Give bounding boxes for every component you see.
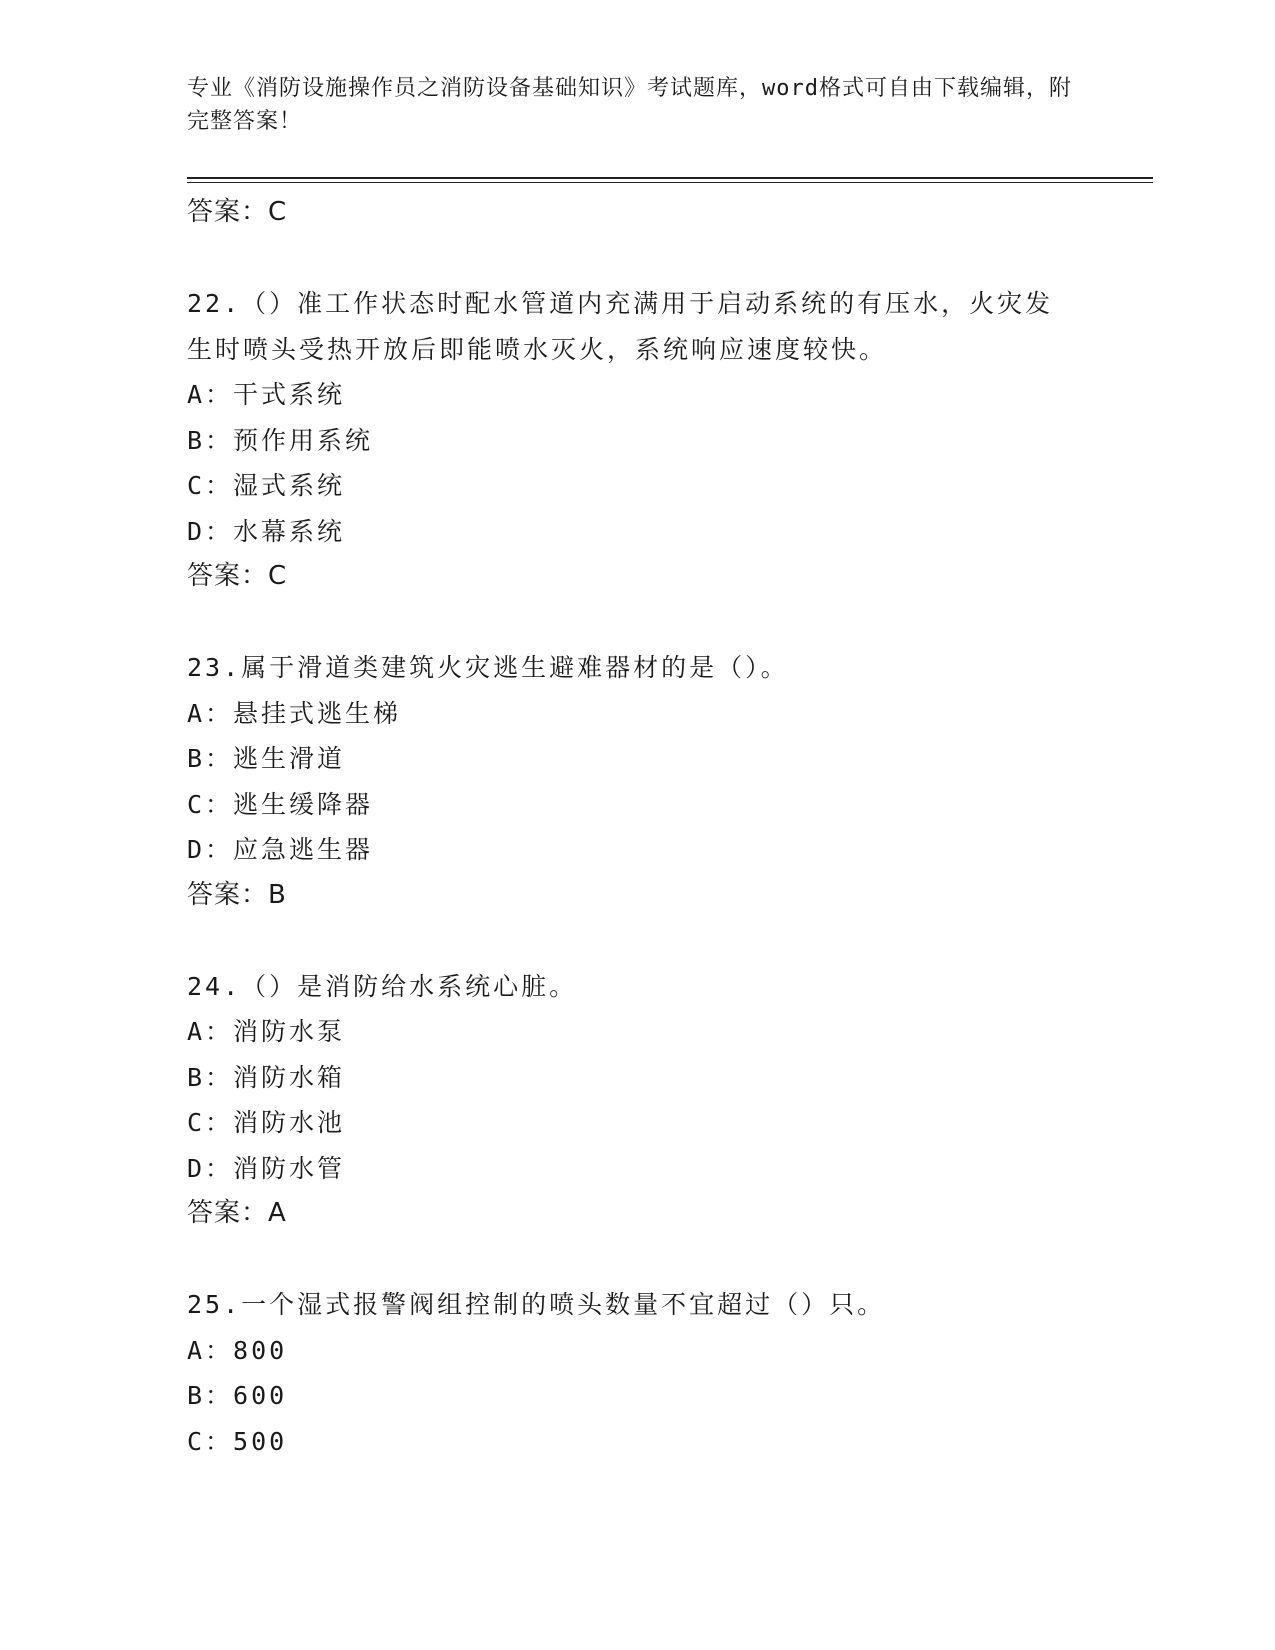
option-b: B：消防水箱 xyxy=(187,1062,346,1092)
spacer xyxy=(187,918,1087,964)
header-rule-thin xyxy=(187,182,1153,183)
option-d: D：应急逃生器 xyxy=(187,835,374,864)
question-22 xyxy=(187,281,1087,600)
option-b: B：逃生滑道 xyxy=(187,744,346,773)
question-stem: 22.（）准工作状态时配水管道内充满用于启动系统的有压水，火灾发 xyxy=(187,289,1054,318)
spacer xyxy=(187,1237,1087,1283)
option-a: A：干式系统 xyxy=(187,380,346,409)
question-list xyxy=(187,190,1087,1464)
answer: 答案：B xyxy=(187,879,287,910)
question-24 xyxy=(187,964,1087,1237)
spacer xyxy=(187,600,1087,646)
question-stem: 25.一个湿式报警阀组控制的喷头数量不宜超过（）只。 xyxy=(187,1290,886,1319)
question-23 xyxy=(187,645,1087,918)
answer: 答案：C xyxy=(187,561,288,591)
option-b: B：预作用系统 xyxy=(187,425,374,455)
option-c: C：500 xyxy=(187,1426,288,1456)
question-stem: 23.属于滑道类建筑火灾逃生避难器材的是（）。 xyxy=(187,653,789,682)
document-header: 专业《消防设施操作员之消防设备基础知识》考试题库，word格式可自由下载编辑，附完整答案！ xyxy=(187,76,1072,134)
option-d: D：水幕系统 xyxy=(187,516,346,546)
spacer xyxy=(187,236,1087,282)
option-b: B：600 xyxy=(187,1381,288,1410)
question-25 xyxy=(187,1282,1087,1464)
option-c: C：湿式系统 xyxy=(187,471,346,500)
header-rule-thick xyxy=(187,177,1153,179)
option-d: D：消防水管 xyxy=(187,1153,346,1183)
option-c: C：逃生缓降器 xyxy=(187,789,374,819)
previous-answer: 答案：C xyxy=(187,197,288,227)
option-a: A：800 xyxy=(187,1335,288,1365)
question-stem: 24.（）是消防给水系统心脏。 xyxy=(187,971,578,1001)
option-a: A：消防水泵 xyxy=(187,1017,346,1046)
option-c: C：消防水池 xyxy=(187,1108,346,1137)
question-stem: 生时喷头受热开放后即能喷水灭火，系统响应速度较快。 xyxy=(187,334,888,364)
answer: 答案：A xyxy=(187,1198,287,1228)
option-a: A：悬挂式逃生梯 xyxy=(187,698,402,728)
